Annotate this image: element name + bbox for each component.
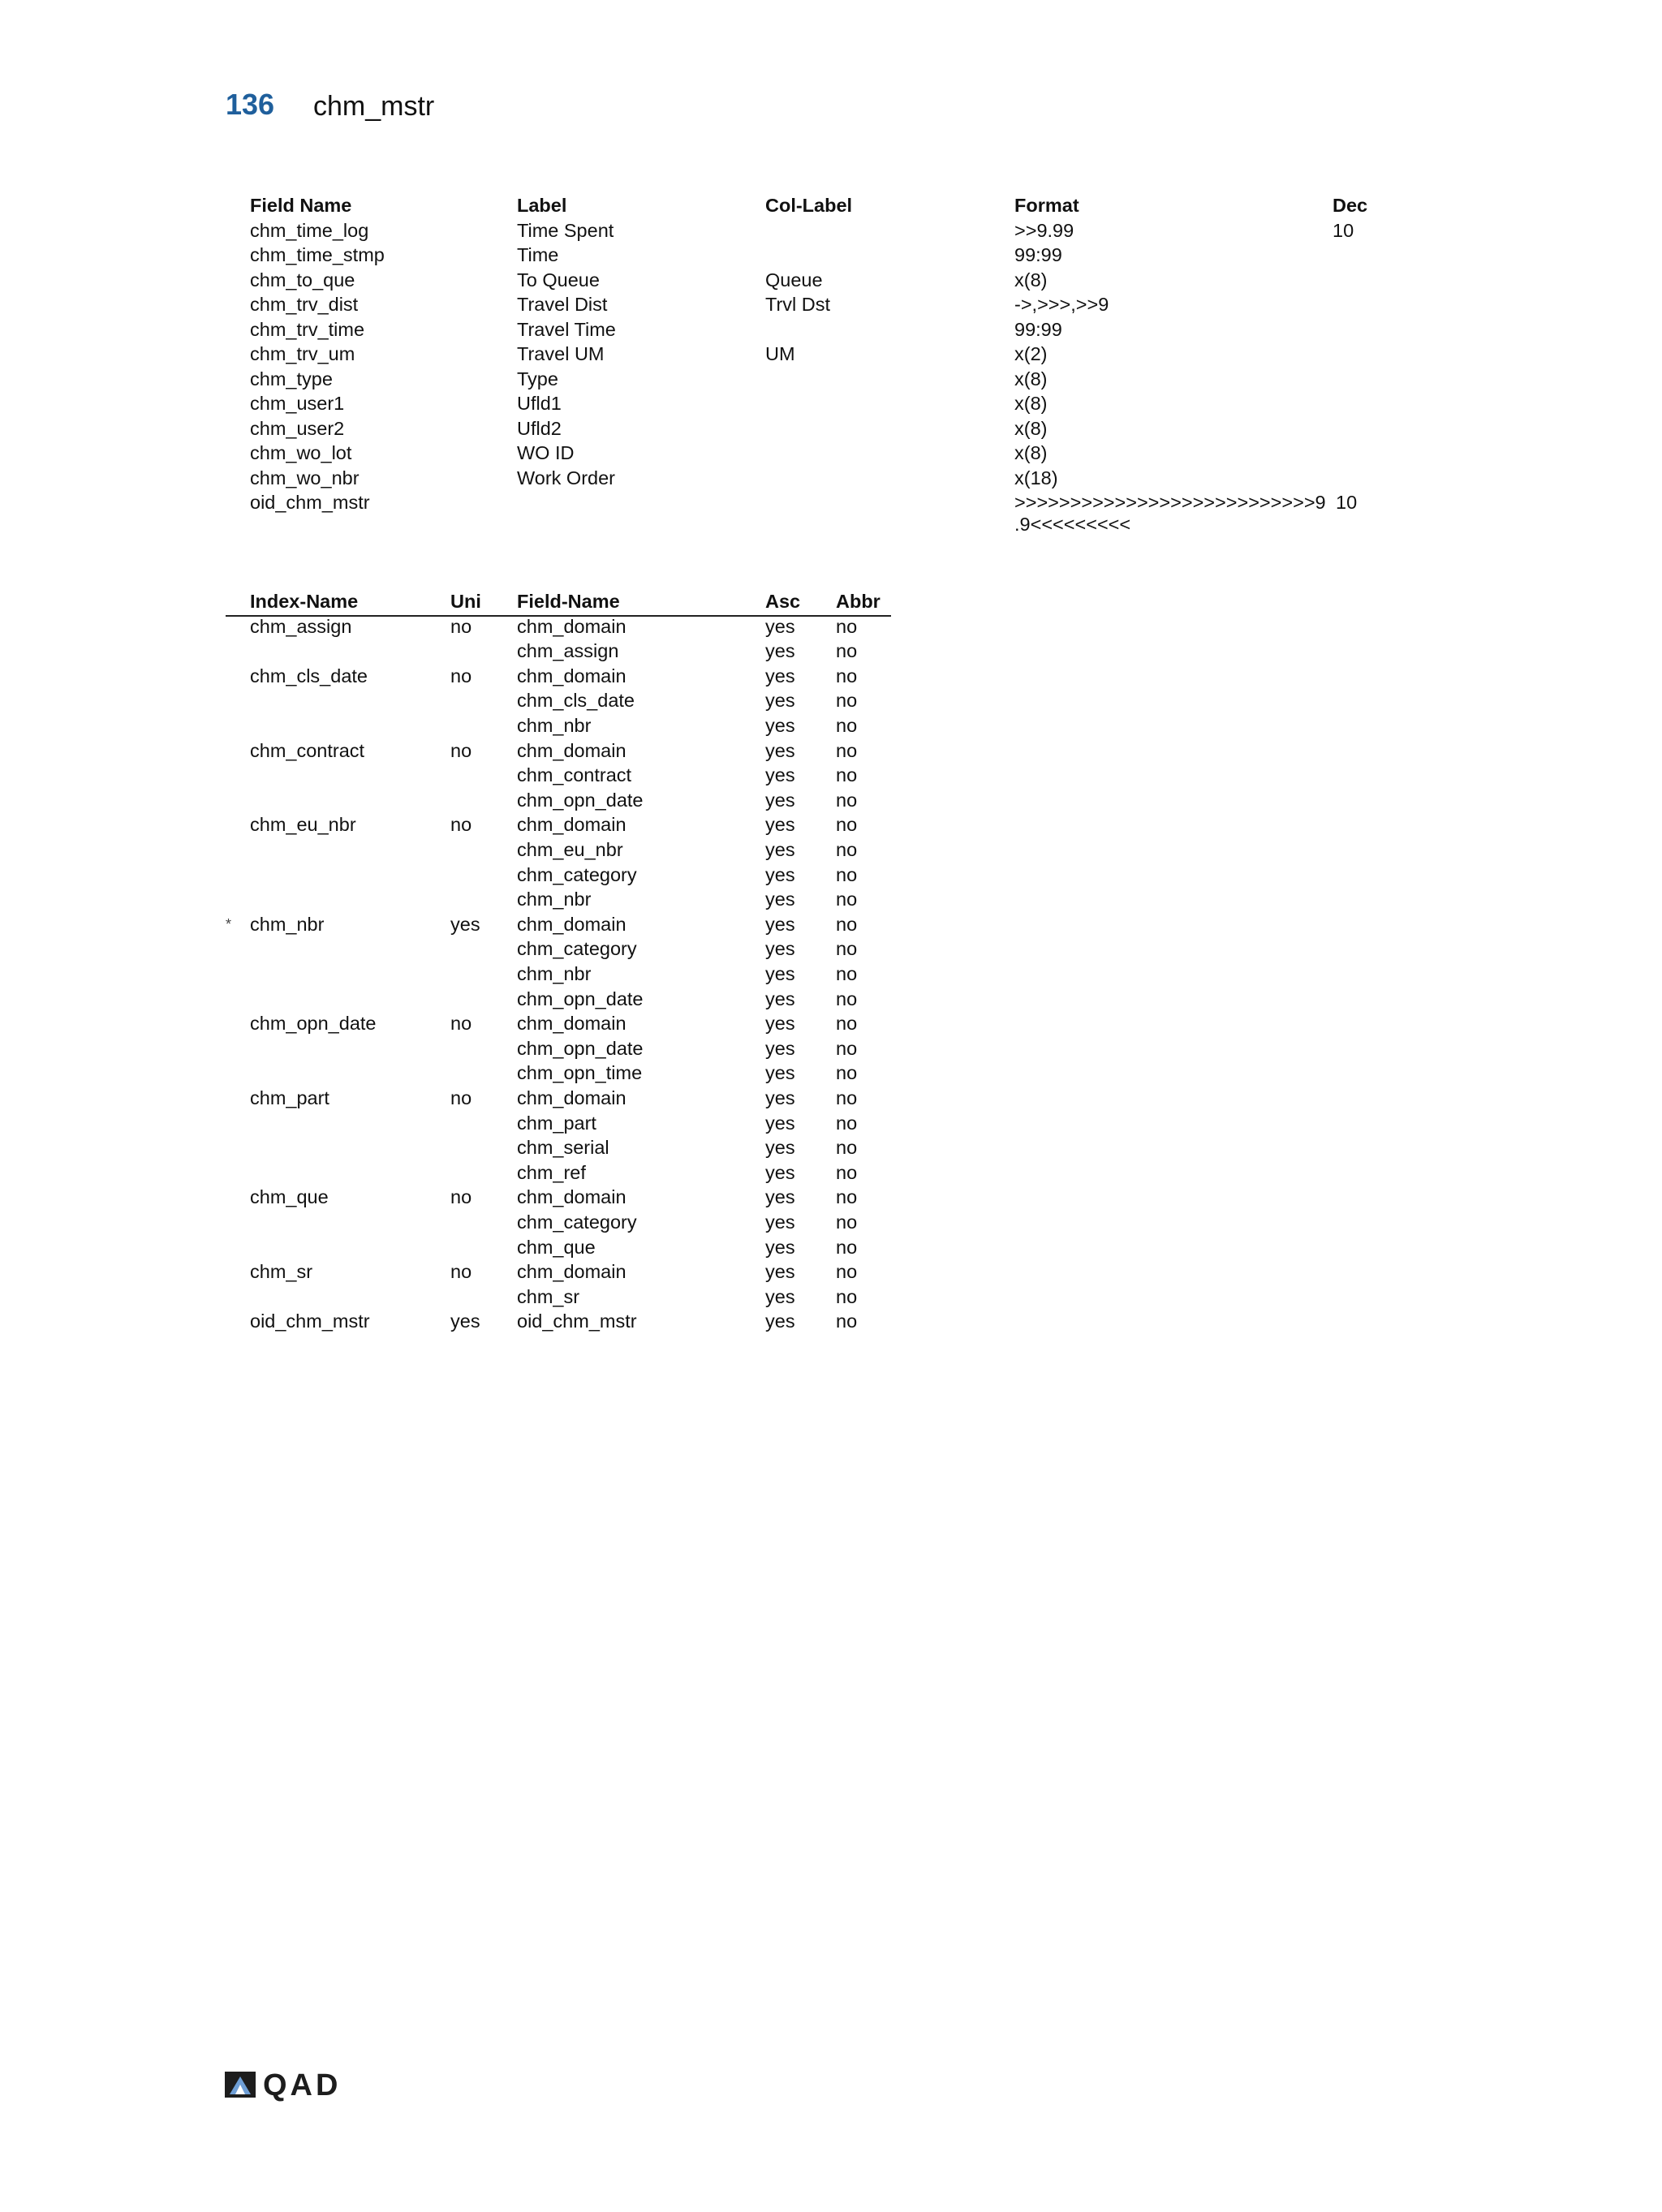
abbr-cell: no bbox=[836, 1161, 858, 1183]
asc-cell: yes bbox=[765, 988, 795, 1009]
field-name-cell: chm_nbr bbox=[517, 963, 592, 984]
field-name-cell: chm_domain bbox=[517, 1261, 626, 1283]
uni-cell: no bbox=[450, 1261, 472, 1283]
label-cell: Work Order bbox=[517, 467, 615, 488]
label-cell: WO ID bbox=[517, 442, 575, 463]
asc-cell: yes bbox=[765, 839, 795, 860]
label-cell: Travel UM bbox=[517, 343, 605, 364]
col-label-cell: Trvl Dst bbox=[765, 294, 831, 315]
field-name-cell: chm_domain bbox=[517, 739, 626, 761]
asc-cell: yes bbox=[765, 1087, 795, 1108]
asc-cell: yes bbox=[765, 889, 795, 910]
asc-cell: yes bbox=[765, 764, 795, 786]
field-name-cell: chm_type bbox=[250, 368, 333, 389]
asc-cell: yes bbox=[765, 615, 795, 637]
abbr-cell: no bbox=[836, 764, 858, 786]
uni-header: Uni bbox=[450, 591, 481, 612]
field-name-cell: chm_user2 bbox=[250, 417, 345, 439]
index-name-cell: chm_que bbox=[250, 1186, 329, 1208]
abbr-cell: no bbox=[836, 1186, 858, 1208]
label-cell: Time bbox=[517, 244, 559, 265]
format-cell: x(2) bbox=[1014, 343, 1048, 364]
asc-cell: yes bbox=[765, 739, 795, 761]
asc-cell: yes bbox=[765, 1211, 795, 1233]
abbr-cell: no bbox=[836, 789, 858, 811]
index-name-cell: chm_sr bbox=[250, 1261, 313, 1283]
field-name-cell: chm_opn_date bbox=[517, 789, 644, 811]
field-name-cell: chm_ref bbox=[517, 1161, 586, 1183]
col-label-header: Col-Label bbox=[765, 195, 853, 216]
field-name-cell: chm_domain bbox=[517, 913, 626, 935]
asc-cell: yes bbox=[765, 1236, 795, 1258]
uni-cell: no bbox=[450, 1186, 472, 1208]
index-name-cell: chm_cls_date bbox=[250, 665, 368, 686]
field-name-cell: chm_contract bbox=[517, 764, 632, 786]
asc-cell: yes bbox=[765, 913, 795, 935]
asc-cell: yes bbox=[765, 938, 795, 960]
field-name-cell: chm_assign bbox=[517, 640, 619, 662]
asc-cell: yes bbox=[765, 1137, 795, 1159]
format-cell: x(8) bbox=[1014, 368, 1048, 389]
index-name-cell: chm_part bbox=[250, 1087, 329, 1108]
asc-cell: yes bbox=[765, 1112, 795, 1134]
uni-cell: yes bbox=[450, 913, 480, 935]
field-name-cell: chm_nbr bbox=[517, 889, 592, 910]
abbr-cell: no bbox=[836, 863, 858, 885]
uni-cell: no bbox=[450, 1013, 472, 1035]
asc-cell: yes bbox=[765, 1037, 795, 1059]
uni-cell: no bbox=[450, 665, 472, 686]
uni-cell: no bbox=[450, 1087, 472, 1108]
field-name-cell: chm_que bbox=[517, 1236, 596, 1258]
asc-cell: yes bbox=[765, 690, 795, 712]
field-name-cell: chm_domain bbox=[517, 1013, 626, 1035]
format-cell: 99:99 bbox=[1014, 318, 1062, 340]
asc-header: Asc bbox=[765, 591, 801, 612]
field-name-cell: chm_cls_date bbox=[517, 690, 635, 712]
field-name-cell: chm_eu_nbr bbox=[517, 839, 623, 860]
field-name-cell: chm_trv_um bbox=[250, 343, 355, 364]
asc-cell: yes bbox=[765, 640, 795, 662]
field-name-cell: chm_opn_date bbox=[517, 988, 644, 1009]
abbr-cell: no bbox=[836, 1236, 858, 1258]
abbr-cell: no bbox=[836, 988, 858, 1009]
abbr-cell: no bbox=[836, 938, 858, 960]
page-title: chm_mstr bbox=[313, 91, 435, 122]
field-name-cell: chm_domain bbox=[517, 665, 626, 686]
abbr-cell: no bbox=[836, 1137, 858, 1159]
field-name-cell: chm_domain bbox=[517, 814, 626, 836]
asc-cell: yes bbox=[765, 814, 795, 836]
abbr-cell: no bbox=[836, 913, 858, 935]
abbr-cell: no bbox=[836, 1310, 858, 1332]
asc-cell: yes bbox=[765, 863, 795, 885]
abbr-cell: no bbox=[836, 715, 858, 736]
abbr-cell: no bbox=[836, 615, 858, 637]
format-cell: >>>>>>>>>>>>>>>>>>>>>>>>>>>9 bbox=[1014, 492, 1326, 513]
uni-cell: yes bbox=[450, 1310, 480, 1332]
format-continuation: .9<<<<<<<<< bbox=[1014, 513, 1131, 535]
field-name-cell: chm_domain bbox=[517, 1186, 626, 1208]
field-name-cell: chm_opn_time bbox=[517, 1062, 643, 1084]
asc-cell: yes bbox=[765, 1161, 795, 1183]
abbr-cell: no bbox=[836, 665, 858, 686]
field-name-cell: chm_time_log bbox=[250, 219, 369, 241]
index-name-cell: chm_opn_date bbox=[250, 1013, 377, 1035]
field-name-cell: oid_chm_mstr bbox=[250, 492, 370, 513]
abbr-cell: no bbox=[836, 1211, 858, 1233]
dec-header: Dec bbox=[1333, 195, 1368, 216]
abbr-cell: no bbox=[836, 1013, 858, 1035]
abbr-cell: no bbox=[836, 739, 858, 761]
qad-logo-text: QAD bbox=[263, 2068, 342, 2102]
asc-cell: yes bbox=[765, 1013, 795, 1035]
field-name-cell: chm_time_stmp bbox=[250, 244, 385, 265]
label-cell: To Queue bbox=[517, 269, 600, 290]
label-header: Label bbox=[517, 195, 567, 216]
field-name-cell: chm_category bbox=[517, 863, 637, 885]
field-name-cell: chm_opn_date bbox=[517, 1037, 644, 1059]
field-name-cell: chm_nbr bbox=[517, 715, 592, 736]
uni-cell: no bbox=[450, 739, 472, 761]
field-name-cell: chm_part bbox=[517, 1112, 596, 1134]
asc-cell: yes bbox=[765, 1186, 795, 1208]
label-cell: Travel Dist bbox=[517, 294, 608, 315]
label-cell: Type bbox=[517, 368, 558, 389]
asc-cell: yes bbox=[765, 665, 795, 686]
index-name-cell: chm_eu_nbr bbox=[250, 814, 356, 836]
index-name-cell: chm_assign bbox=[250, 615, 352, 637]
asc-cell: yes bbox=[765, 715, 795, 736]
abbr-cell: no bbox=[836, 1087, 858, 1108]
abbr-cell: no bbox=[836, 1037, 858, 1059]
field-name-cell: chm_trv_time bbox=[250, 318, 365, 340]
asc-cell: yes bbox=[765, 789, 795, 811]
format-cell: ->,>>>,>>9 bbox=[1014, 294, 1109, 315]
col-label-cell: UM bbox=[765, 343, 795, 364]
dec-cell: 10 bbox=[1333, 219, 1354, 241]
abbr-cell: no bbox=[836, 814, 858, 836]
asc-cell: yes bbox=[765, 1310, 795, 1332]
format-cell: x(18) bbox=[1014, 467, 1058, 488]
abbr-cell: no bbox=[836, 690, 858, 712]
field-name-cell: chm_wo_lot bbox=[250, 442, 352, 463]
page-number: 136 bbox=[226, 88, 275, 121]
asc-cell: yes bbox=[765, 1261, 795, 1283]
qad-logo-mark-icon bbox=[225, 2070, 257, 2099]
format-header: Format bbox=[1014, 195, 1079, 216]
qad-logo bbox=[225, 2070, 347, 2101]
index-name-cell: chm_nbr bbox=[250, 913, 325, 935]
label-cell: Ufld1 bbox=[517, 393, 562, 414]
field-name-cell: chm_wo_nbr bbox=[250, 467, 360, 488]
uni-cell: no bbox=[450, 814, 472, 836]
field-name-header: Field Name bbox=[250, 195, 352, 216]
uni-cell: no bbox=[450, 615, 472, 637]
field-name-cell: chm_trv_dist bbox=[250, 294, 359, 315]
abbr-cell: no bbox=[836, 640, 858, 662]
field-name-cell: chm_user1 bbox=[250, 393, 345, 414]
field-name-cell: chm_sr bbox=[517, 1285, 580, 1307]
dec-cell: 10 bbox=[1336, 492, 1358, 513]
asc-cell: yes bbox=[765, 963, 795, 984]
field-name-cell: chm_domain bbox=[517, 1087, 626, 1108]
label-cell: Ufld2 bbox=[517, 417, 562, 439]
index-name-cell: chm_contract bbox=[250, 739, 365, 761]
abbr-cell: no bbox=[836, 1261, 858, 1283]
abbr-cell: no bbox=[836, 839, 858, 860]
abbr-header: Abbr bbox=[836, 591, 881, 612]
asc-cell: yes bbox=[765, 1285, 795, 1307]
label-cell: Travel Time bbox=[517, 318, 616, 340]
field-name-cell: chm_serial bbox=[517, 1137, 609, 1159]
index-name-cell: oid_chm_mstr bbox=[250, 1310, 370, 1332]
index-name-header: Index-Name bbox=[250, 591, 359, 612]
field-name-cell: oid_chm_mstr bbox=[517, 1310, 637, 1332]
asc-cell: yes bbox=[765, 1062, 795, 1084]
abbr-cell: no bbox=[836, 963, 858, 984]
field-name-cell: chm_category bbox=[517, 938, 637, 960]
primary-marker: * bbox=[226, 915, 232, 932]
field-name-header: Field-Name bbox=[517, 591, 620, 612]
col-label-cell: Queue bbox=[765, 269, 823, 290]
format-cell: >>9.99 bbox=[1014, 219, 1074, 241]
format-cell: x(8) bbox=[1014, 417, 1048, 439]
field-name-cell: chm_category bbox=[517, 1211, 637, 1233]
format-cell: x(8) bbox=[1014, 393, 1048, 414]
field-name-cell: chm_domain bbox=[517, 615, 626, 637]
format-cell: 99:99 bbox=[1014, 244, 1062, 265]
format-cell: x(8) bbox=[1014, 269, 1048, 290]
abbr-cell: no bbox=[836, 1062, 858, 1084]
label-cell: Time Spent bbox=[517, 219, 614, 241]
abbr-cell: no bbox=[836, 1285, 858, 1307]
abbr-cell: no bbox=[836, 889, 858, 910]
format-cell: x(8) bbox=[1014, 442, 1048, 463]
field-name-cell: chm_to_que bbox=[250, 269, 355, 290]
abbr-cell: no bbox=[836, 1112, 858, 1134]
